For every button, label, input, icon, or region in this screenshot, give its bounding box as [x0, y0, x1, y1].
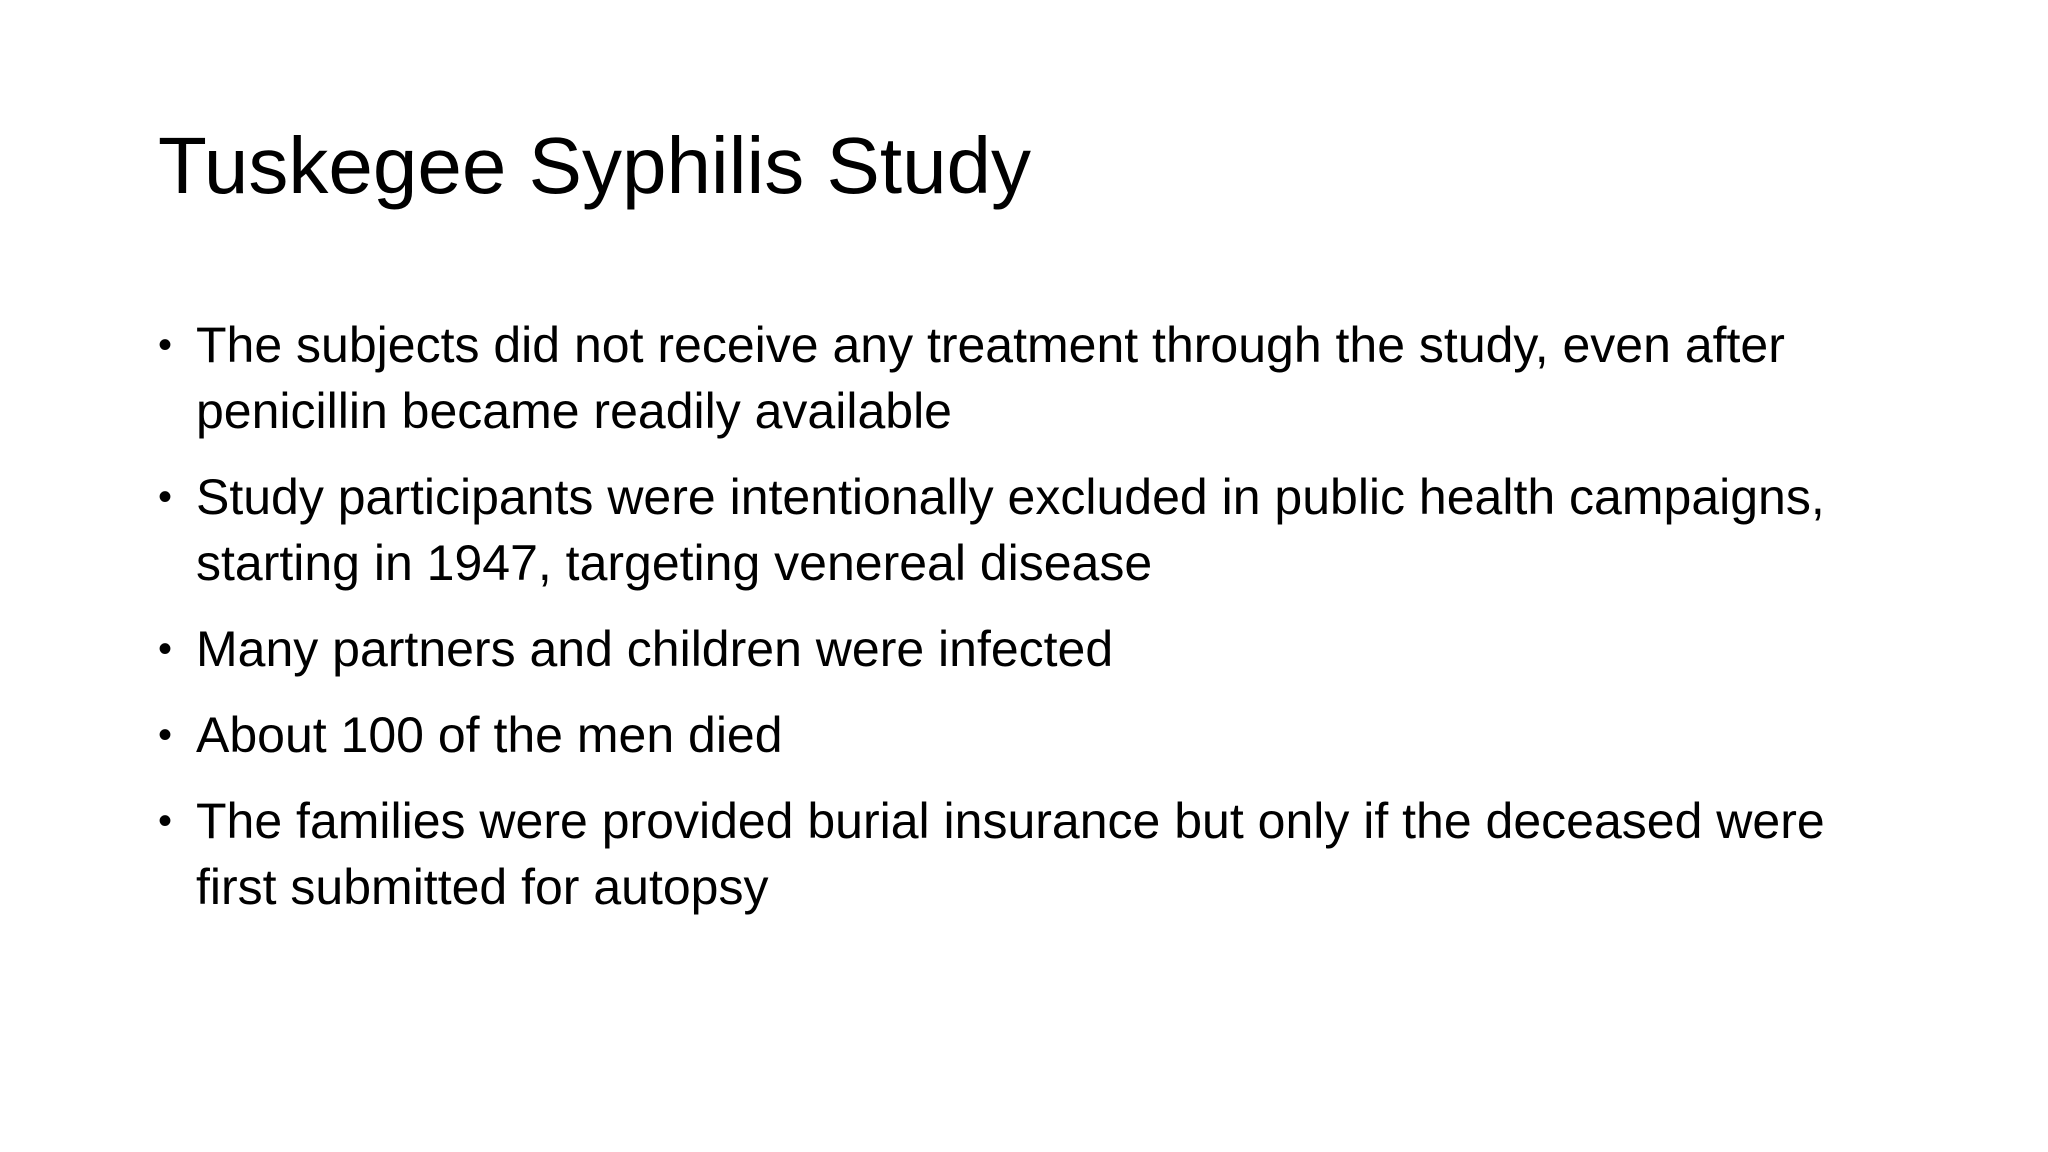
bullet-item: [158, 464, 1918, 596]
bullet-point-icon: •: [158, 323, 173, 367]
bullet-text: About 100 of the men died: [196, 707, 783, 763]
bullet-point-icon: •: [158, 475, 173, 519]
bullet-item: [158, 702, 1918, 768]
bullet-item: [158, 312, 1918, 444]
slide-title: Tuskegee Syphilis Study: [158, 121, 1032, 210]
bullet-point-icon: •: [158, 799, 173, 843]
bullet-item: [158, 616, 1918, 682]
bullet-list: [158, 312, 1918, 940]
bullet-point-icon: •: [158, 713, 173, 757]
bullet-text: Study participants were intentionally excluded in public health campaigns, starting in 1947, targeting venereal disease: [196, 469, 1825, 591]
bullet-point-icon: •: [158, 627, 173, 671]
bullet-text: The families were provided burial insurance but only if the deceased were first submitted for autopsy: [196, 793, 1825, 915]
bullet-text: Many partners and children were infected: [196, 621, 1114, 677]
bullet-text: The subjects did not receive any treatment through the study, even after penicillin became readily available: [196, 317, 1785, 439]
bullet-item: [158, 788, 1918, 920]
